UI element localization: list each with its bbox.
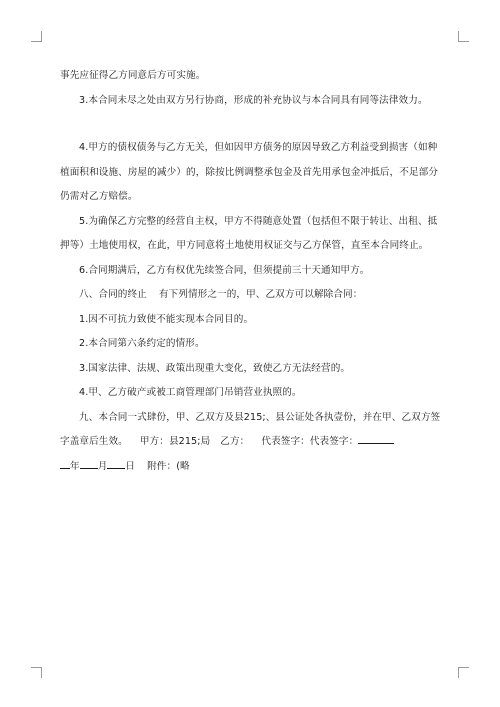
termination-item-1: 1.因不可抗力致使不能实现本合同目的。 — [79, 313, 254, 325]
rep-sign-label-1: 代表签字： — [261, 436, 310, 447]
section-8-title: 八、合同的终止 — [79, 289, 147, 300]
clause-3: 3.本合同未尽之处由双方另行协商，形成的补充协议与本合同具有同等法律效力。 — [79, 94, 428, 106]
termination-item-3: 3.国家法律、法规、政策出现重大变化，致使乙方无法经营的。 — [79, 362, 351, 374]
clause-5: 5.为确保乙方完整的经营自主权，甲方不得随意处置（包括但不限于转让、出租、抵押等）土地使用权，在此，甲方同意将土地使用权证交与乙方保管，直至本合同终止。 — [60, 215, 438, 251]
attachment-label: 附件：(略 — [147, 460, 190, 472]
document-body — [60, 64, 442, 479]
termination-item-4: 4.甲、乙方破产或被工商管理部门吊销营业执照的。 — [79, 387, 302, 398]
termination-item-2: 2.本合同第六条约定的情形。 — [79, 338, 205, 349]
party-a-label: 甲方：县215;局 — [139, 436, 211, 447]
section-9-text: 九、本合同一式肆份，甲、乙双方及县215;、县公证处各执壹份，并在甲、乙双方签字盖章后生效。 — [60, 411, 441, 447]
date-attachment-line — [60, 455, 442, 480]
day-blank — [107, 458, 125, 469]
crop-mark-bottom-right — [458, 667, 469, 678]
crop-mark-top-left — [31, 31, 42, 42]
month-label: 月 — [97, 460, 108, 472]
year-blank — [60, 458, 70, 469]
paragraph-continuation: 事先应征得乙方同意后方可实施。 — [60, 70, 206, 81]
signature-blank — [358, 433, 394, 444]
section-8-text: 有下列情形之一的，甲、乙双方可以解除合同： — [158, 289, 363, 300]
crop-mark-top-right — [458, 31, 469, 42]
section-8-line — [60, 283, 442, 308]
month-blank — [80, 458, 98, 469]
day-label: 日 — [125, 460, 136, 472]
clause-4: 4.甲方的债权债务与乙方无关，但如因甲方债务的原因导致乙方利益受到损害（如种植面积和设施、房屋的减少）的，除按比例调整承包金及首先用承包金冲抵后，不足部分仍需对乙方赔偿。 — [60, 142, 439, 202]
crop-mark-bottom-left — [31, 667, 42, 678]
rep-sign-label-2: 代表签字： — [309, 436, 359, 447]
clause-6: 6.合同期满后，乙方有权优先续签合同，但须提前三十天通知甲方。 — [79, 264, 370, 276]
year-label: 年 — [70, 460, 80, 472]
party-b-label: 乙方： — [220, 436, 250, 447]
section-9-paragraph — [60, 406, 442, 455]
